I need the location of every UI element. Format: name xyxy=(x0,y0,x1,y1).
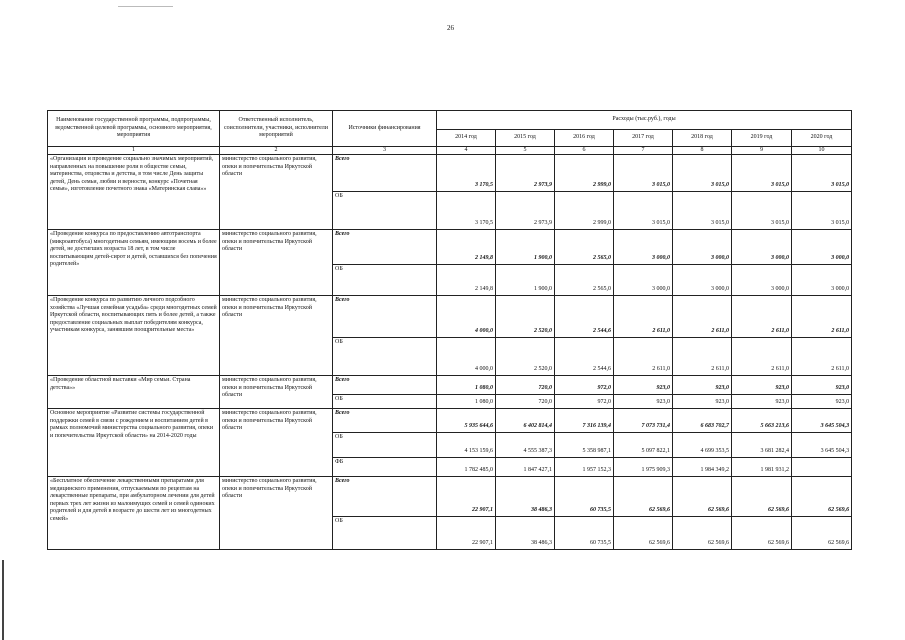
column-index: 1 xyxy=(48,147,220,155)
measure-name: «Проведение конкурса по развитию личного подсобного хозяйства «Лучшая семейная усадьба» среди многодетных семей Иркутской области, воспитывающих пять и более детей, а также предоставление социальных выплат победителям конкурса, участникам конкурса, занявшим поощрительные места» xyxy=(48,296,220,376)
amount-cell: 3 015,0 xyxy=(732,155,792,192)
amount-cell: 3 015,0 xyxy=(732,192,792,230)
table-row xyxy=(48,230,852,265)
amount-cell: 1 984 349,2 xyxy=(673,458,732,477)
amount-cell: 2 611,0 xyxy=(614,296,673,338)
funding-source: ОБ xyxy=(333,265,437,296)
header-executor: Ответственный исполнитель, соисполнители, участники, исполнители мероприятий xyxy=(220,111,333,147)
amount-cell: 923,0 xyxy=(614,395,673,409)
amount-cell: 4 000,0 xyxy=(437,338,496,376)
amount-cell: 3 015,0 xyxy=(673,192,732,230)
amount-cell: 5 663 213,6 xyxy=(732,409,792,433)
amount-cell: 3 000,0 xyxy=(614,265,673,296)
amount-cell: 62 569,6 xyxy=(732,517,792,550)
funding-source: ОБ xyxy=(333,433,437,458)
amount-cell: 1 900,0 xyxy=(496,265,555,296)
table-row xyxy=(48,296,852,338)
measure-executor: министерство социального развития, опеки и попечительства Иркутской области xyxy=(220,477,333,550)
amount-cell: 2 973,9 xyxy=(496,192,555,230)
column-index: 5 xyxy=(496,147,555,155)
amount-cell: 62 569,6 xyxy=(614,517,673,550)
amount-cell: 3 170,5 xyxy=(437,155,496,192)
amount-cell: 2 149,8 xyxy=(437,265,496,296)
amount-cell xyxy=(792,458,852,477)
funding-source: Всего xyxy=(333,296,437,338)
header-year: 2017 год xyxy=(614,130,673,147)
header-year: 2016 год xyxy=(555,130,614,147)
amount-cell: 2 565,0 xyxy=(555,265,614,296)
funding-source: Всего xyxy=(333,409,437,433)
amount-cell: 3 000,0 xyxy=(673,265,732,296)
measure-executor: министерство социального развития, опеки и попечительства Иркутской области xyxy=(220,230,333,296)
amount-cell: 1 080,0 xyxy=(437,395,496,409)
amount-cell: 3 645 504,3 xyxy=(792,433,852,458)
amount-cell: 720,0 xyxy=(496,395,555,409)
column-index: 9 xyxy=(732,147,792,155)
column-index: 2 xyxy=(220,147,333,155)
amount-cell: 38 486,3 xyxy=(496,517,555,550)
header-source: Источники финансирования xyxy=(333,111,437,147)
column-index: 6 xyxy=(555,147,614,155)
amount-cell: 3 000,0 xyxy=(732,265,792,296)
amount-cell: 1 782 485,0 xyxy=(437,458,496,477)
funding-source: ОБ xyxy=(333,192,437,230)
amount-cell: 1 847 427,1 xyxy=(496,458,555,477)
funding-source: Всего xyxy=(333,477,437,517)
header-year: 2015 год xyxy=(496,130,555,147)
header-expenses: Расходы (тыс.руб.), годы xyxy=(437,111,852,130)
amount-cell: 2 973,9 xyxy=(496,155,555,192)
amount-cell: 38 486,3 xyxy=(496,477,555,517)
funding-source: Всего xyxy=(333,155,437,192)
scan-artifact xyxy=(118,6,173,7)
header-year: 2018 год xyxy=(673,130,732,147)
column-index: 8 xyxy=(673,147,732,155)
funding-source: Всего xyxy=(333,230,437,265)
amount-cell: 2 611,0 xyxy=(614,338,673,376)
measure-executor: министерство социального развития, опеки и попечительства Иркутской области xyxy=(220,376,333,409)
amount-cell: 923,0 xyxy=(732,395,792,409)
amount-cell: 3 170,5 xyxy=(437,192,496,230)
measure-name: Основное мероприятие «Развитие системы государственной поддержки семей в связи с рождением и воспитанием детей в рамках полномочий министерства социального развития, опеки и попечительства Иркутской области» на 2014-2020 годы xyxy=(48,409,220,477)
amount-cell: 3 015,0 xyxy=(614,192,673,230)
amount-cell: 2 149,8 xyxy=(437,230,496,265)
amount-cell: 4 555 387,3 xyxy=(496,433,555,458)
amount-cell: 2 611,0 xyxy=(792,296,852,338)
measure-executor: министерство социального развития, опеки и попечительства Иркутской области xyxy=(220,296,333,376)
budget-table xyxy=(47,110,852,550)
amount-cell: 972,0 xyxy=(555,395,614,409)
funding-source: ОБ xyxy=(333,517,437,550)
column-index: 4 xyxy=(437,147,496,155)
amount-cell: 2 611,0 xyxy=(732,338,792,376)
amount-cell: 2 999,0 xyxy=(555,192,614,230)
column-index: 10 xyxy=(792,147,852,155)
amount-cell: 4 699 353,5 xyxy=(673,433,732,458)
header-year: 2020 год xyxy=(792,130,852,147)
amount-cell: 1 900,0 xyxy=(496,230,555,265)
amount-cell: 5 935 644,6 xyxy=(437,409,496,433)
measure-name: «Проведение областной выставки «Мир семьи. Страна детства»» xyxy=(48,376,220,409)
amount-cell: 22 907,1 xyxy=(437,477,496,517)
funding-source: ФБ xyxy=(333,458,437,477)
amount-cell: 62 569,6 xyxy=(673,477,732,517)
amount-cell: 5 358 987,1 xyxy=(555,433,614,458)
amount-cell: 5 097 822,1 xyxy=(614,433,673,458)
amount-cell: 62 569,6 xyxy=(614,477,673,517)
header-year: 2014 год xyxy=(437,130,496,147)
amount-cell: 972,0 xyxy=(555,376,614,395)
amount-cell: 1 957 152,3 xyxy=(555,458,614,477)
amount-cell: 22 907,1 xyxy=(437,517,496,550)
funding-source: ОБ xyxy=(333,395,437,409)
amount-cell: 6 402 814,4 xyxy=(496,409,555,433)
measure-executor: министерство социального развития, опеки и попечительства Иркутской области xyxy=(220,155,333,230)
amount-cell: 1 975 909,3 xyxy=(614,458,673,477)
scan-edge-shadow xyxy=(2,560,4,640)
table-row xyxy=(48,477,852,517)
header-name: Наименование государственной программы, подпрограммы, ведомственной целевой программы, основного мероприятия, мероприятия xyxy=(48,111,220,147)
amount-cell: 3 000,0 xyxy=(673,230,732,265)
table-row xyxy=(48,376,852,395)
amount-cell: 6 683 702,7 xyxy=(673,409,732,433)
amount-cell: 1 981 931,2 xyxy=(732,458,792,477)
amount-cell: 3 000,0 xyxy=(792,265,852,296)
header-year: 2019 год xyxy=(732,130,792,147)
amount-cell: 4 000,0 xyxy=(437,296,496,338)
amount-cell: 3 015,0 xyxy=(614,155,673,192)
amount-cell: 2 520,0 xyxy=(496,338,555,376)
budget-table-container xyxy=(47,110,851,550)
amount-cell: 1 080,0 xyxy=(437,376,496,395)
amount-cell: 62 569,6 xyxy=(673,517,732,550)
amount-cell: 4 153 159,6 xyxy=(437,433,496,458)
measure-name: «Организация и проведение социально значимых мероприятий, направленных на повышение роли в обществе семьи, материнства, отцовства и детства, в том числе День защиты детей, День семьи, любви и верности, конкурс «Почетная семья», изготовление почетного знака «Материнская слава»» xyxy=(48,155,220,230)
column-index: 3 xyxy=(333,147,437,155)
amount-cell: 62 569,6 xyxy=(792,477,852,517)
amount-cell: 3 681 282,4 xyxy=(732,433,792,458)
amount-cell: 2 544,6 xyxy=(555,296,614,338)
amount-cell: 62 569,6 xyxy=(792,517,852,550)
amount-cell: 7 316 139,4 xyxy=(555,409,614,433)
amount-cell: 923,0 xyxy=(673,376,732,395)
amount-cell: 3 015,0 xyxy=(673,155,732,192)
amount-cell: 923,0 xyxy=(792,376,852,395)
funding-source: ОБ xyxy=(333,338,437,376)
amount-cell: 3 015,0 xyxy=(792,192,852,230)
amount-cell: 923,0 xyxy=(732,376,792,395)
amount-cell: 62 569,6 xyxy=(732,477,792,517)
amount-cell: 2 611,0 xyxy=(673,296,732,338)
amount-cell: 2 520,0 xyxy=(496,296,555,338)
amount-cell: 720,0 xyxy=(496,376,555,395)
amount-cell: 3 645 504,3 xyxy=(792,409,852,433)
funding-source: Всего xyxy=(333,376,437,395)
amount-cell: 923,0 xyxy=(792,395,852,409)
column-index: 7 xyxy=(614,147,673,155)
amount-cell: 7 073 731,4 xyxy=(614,409,673,433)
amount-cell: 60 735,5 xyxy=(555,477,614,517)
amount-cell: 3 000,0 xyxy=(614,230,673,265)
amount-cell: 2 611,0 xyxy=(673,338,732,376)
table-row xyxy=(48,409,852,433)
amount-cell: 3 000,0 xyxy=(732,230,792,265)
table-row xyxy=(48,155,852,192)
amount-cell: 3 000,0 xyxy=(792,230,852,265)
amount-cell: 2 611,0 xyxy=(732,296,792,338)
page-number: 26 xyxy=(447,24,454,32)
amount-cell: 2 544,6 xyxy=(555,338,614,376)
amount-cell: 60 735,5 xyxy=(555,517,614,550)
amount-cell: 3 015,0 xyxy=(792,155,852,192)
measure-name: «Бесплатное обеспечение лекарственными препаратами для медицинского применения, отпускаемыми по рецептам на лекарственные препараты, при амбулаторном лечении для детей первых трех лет жизни из малоимущих семей и семей одиноких родителей и для детей в возрасте до шести лет из многодетных семей» xyxy=(48,477,220,550)
amount-cell: 2 611,0 xyxy=(792,338,852,376)
amount-cell: 923,0 xyxy=(673,395,732,409)
amount-cell: 923,0 xyxy=(614,376,673,395)
measure-executor: министерство социального развития, опеки и попечительства Иркутской области xyxy=(220,409,333,477)
amount-cell: 2 565,0 xyxy=(555,230,614,265)
amount-cell: 2 999,0 xyxy=(555,155,614,192)
measure-name: «Проведение конкурса по предоставлению автотранспорта (микроавтобуса) многодетным семьям, имеющим восемь и более детей, не достигших возраста 18 лет, в том числе воспитывающим детей-сирот и детей, оставшихся без попечения родителей» xyxy=(48,230,220,296)
